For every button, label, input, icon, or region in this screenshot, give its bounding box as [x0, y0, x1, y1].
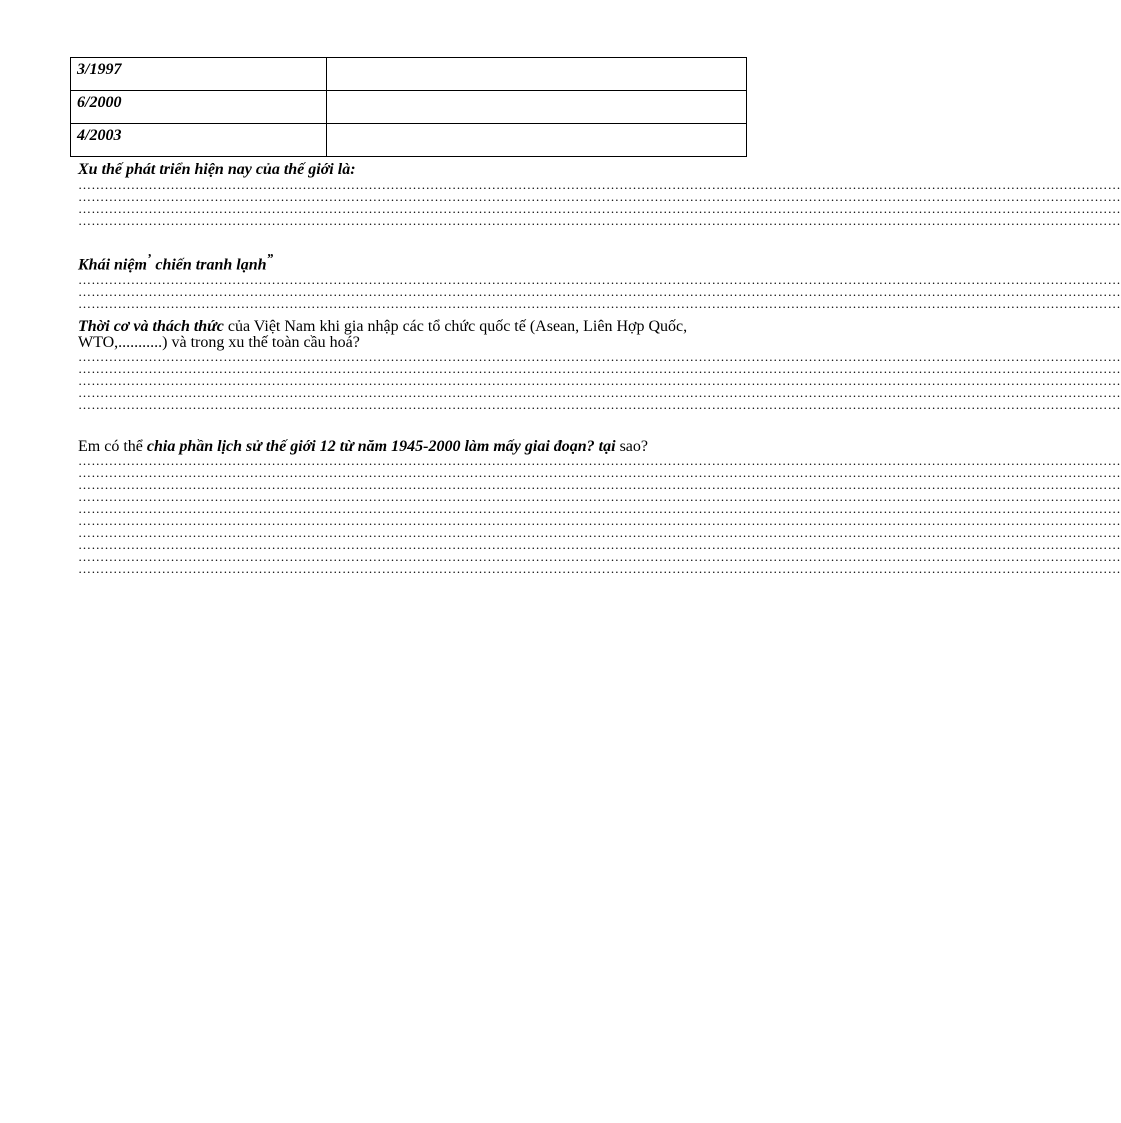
table-row: [71, 91, 747, 124]
answer-line[interactable]: …………………………………………………………………………………………………………………………………………………………………………………………………………………: [78, 296, 1121, 312]
answer-line[interactable]: …………………………………………………………………………………………………………………………………………………………………………………………………………………: [78, 525, 1121, 540]
question-4-title: chia phần lịch sử thế giới 12 từ năm 1945-2000 làm mấy giai đoạn? tại: [146, 438, 616, 455]
question-2-mark: ”: [266, 251, 274, 266]
answer-line[interactable]: …………………………………………………………………………………………………………………………………………………………………………………………………………………: [78, 501, 1121, 516]
answer-line[interactable]: …………………………………………………………………………………………………………………………………………………………………………………………………………………: [78, 213, 1121, 228]
table-row: [71, 124, 747, 157]
question-4: [78, 438, 1121, 576]
question-3-text: [78, 319, 738, 351]
answer-line[interactable]: …………………………………………………………………………………………………………………………………………………………………………………………………………………: [78, 284, 1121, 300]
answer-line[interactable]: …………………………………………………………………………………………………………………………………………………………………………………………………………………: [78, 189, 1121, 204]
answer-line[interactable]: …………………………………………………………………………………………………………………………………………………………………………………………………………………: [78, 489, 1121, 504]
answer-line[interactable]: …………………………………………………………………………………………………………………………………………………………………………………………………………………: [78, 373, 1121, 388]
question-3: [78, 318, 1121, 412]
answer-line[interactable]: …………………………………………………………………………………………………………………………………………………………………………………………………………………: [78, 272, 1121, 288]
answer-line[interactable]: …………………………………………………………………………………………………………………………………………………………………………………………………………………: [78, 397, 1121, 412]
answer-line[interactable]: …………………………………………………………………………………………………………………………………………………………………………………………………………………: [78, 465, 1121, 480]
answer-line[interactable]: …………………………………………………………………………………………………………………………………………………………………………………………………………………: [78, 549, 1121, 564]
date-cell: 3/1997: [71, 58, 327, 91]
answer-line[interactable]: …………………………………………………………………………………………………………………………………………………………………………………………………………………: [78, 361, 1121, 376]
question-4-lead: Em có thể: [78, 438, 147, 455]
date-cell: 4/2003: [71, 124, 327, 157]
answer-line[interactable]: …………………………………………………………………………………………………………………………………………………………………………………………………………………: [78, 453, 1121, 468]
event-cell[interactable]: [327, 58, 747, 91]
event-cell[interactable]: [327, 91, 747, 124]
answer-line[interactable]: …………………………………………………………………………………………………………………………………………………………………………………………………………………: [78, 349, 1121, 364]
question-2-title-rest: chiến tranh lạnh: [151, 256, 267, 274]
question-2-title: [78, 250, 738, 274]
answer-line[interactable]: …………………………………………………………………………………………………………………………………………………………………………………………………………………: [78, 177, 1121, 192]
question-2: [78, 250, 1121, 312]
question-2-title-main: Khái niệm: [78, 256, 147, 274]
answer-line[interactable]: …………………………………………………………………………………………………………………………………………………………………………………………………………………: [78, 477, 1121, 492]
answer-line[interactable]: …………………………………………………………………………………………………………………………………………………………………………………………………………………: [78, 513, 1121, 528]
answer-line[interactable]: …………………………………………………………………………………………………………………………………………………………………………………………………………………: [78, 561, 1121, 576]
question-4-tail: sao?: [615, 438, 648, 455]
answer-line[interactable]: …………………………………………………………………………………………………………………………………………………………………………………………………………………: [78, 201, 1121, 216]
table-row: [71, 58, 747, 91]
question-2-mark: ’: [146, 251, 152, 266]
question-3-title: Thời cơ và thách thức: [78, 318, 224, 335]
question-3-body: của Việt Nam khi gia nhập các tổ chức quốc tế (Asean, Liên Hợp Quốc, WTO,...........) và trong xu thế toàn cầu hoá?: [78, 318, 688, 351]
answer-line[interactable]: …………………………………………………………………………………………………………………………………………………………………………………………………………………: [78, 537, 1121, 552]
date-cell: 6/2000: [71, 91, 327, 124]
question-1: [78, 161, 1121, 228]
timeline-table: [70, 57, 747, 157]
question-1-title: Xu thế phát triển hiện nay của thế giới là:: [78, 161, 356, 178]
event-cell[interactable]: [327, 124, 747, 157]
answer-line[interactable]: …………………………………………………………………………………………………………………………………………………………………………………………………………………: [78, 385, 1121, 400]
